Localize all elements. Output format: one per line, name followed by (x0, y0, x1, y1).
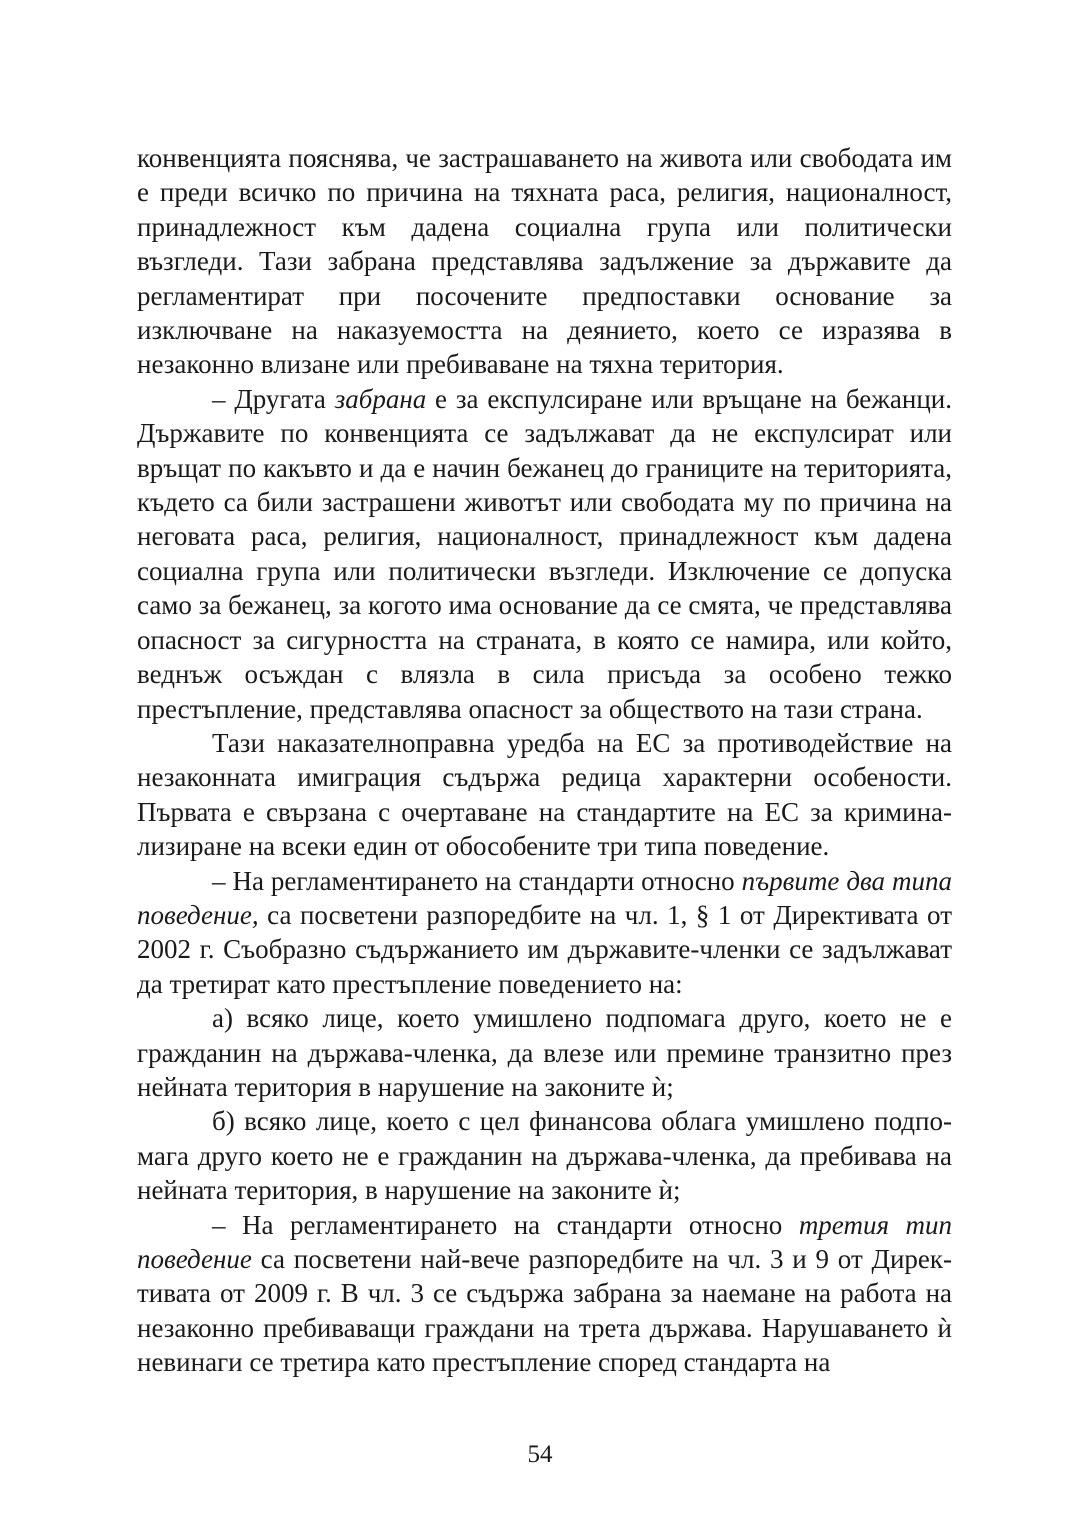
emphasized-text: забрана (334, 383, 427, 414)
page-number: 54 (527, 1441, 553, 1468)
emphasized-text: третия тип поведение (137, 1209, 952, 1274)
paragraph-text: са посветени най-вече разпоредбите на чл. 3 и 9 от Директивата от 2009 г. В чл. 3 се съдържа забрана за наемане на работа на незаконно пребиваващи граждани на трета държава. Нарушаването ѝ невинаги се третира като престъпление според стандарта на (137, 1244, 952, 1378)
body-paragraph (137, 864, 952, 1002)
emphasized-text: първите два типа поведение, (137, 865, 952, 930)
page-body (137, 141, 952, 1380)
paragraph-text: б) всяко лице, което с цел финансова облага умишлено подпомага друго което не е гражданин на държава-членка, да пребивава на нейната територия, в нарушение на законите ѝ; (137, 1106, 952, 1206)
paragraph-text: са посветени разпоредбите на чл. 1, § 1 от Директивата от 2002 г. Съобразно съдържанието им държавите-членки се задължават да третират като престъпление поведението на: (137, 899, 952, 999)
paragraph-list (137, 141, 952, 1380)
body-paragraph (137, 726, 952, 864)
body-paragraph (137, 382, 952, 726)
body-paragraph (137, 1208, 952, 1380)
paragraph-text: а) всяко лице, което умишлено подпомага друго, което не е гражданин на държава-членка, да влезе или премине транзитно през нейната територия в нарушение на законите ѝ; (137, 1003, 952, 1102)
body-paragraph (137, 1001, 952, 1104)
paragraph-text: – На регламентирането на стандарти относно (212, 1209, 799, 1240)
paragraph-text: Тази наказателноправна уредба на ЕС за противодействие на незаконната имиграция съдържа редица характерни особености. Първата е свързана с очертаване на стандартите на ЕС за криминализиране на всеки един от обособените три типа поведение. (137, 727, 952, 862)
paragraph-text: – Другата (212, 383, 335, 414)
body-paragraph (137, 141, 952, 382)
paragraph-text: конвенцията пояснява, че застрашаването на живота или свободата им е преди всичко по причина на тяхната раса, религия, националност, принадлежност към дадена социална група или политически възгледи. Тази забрана представлява задължение за държавите да регламентират при посочените предпоставки основание за изключване на наказуемостта на деянието, което се изразява в незаконно влизане или пребиваване на тяхна територия. (137, 143, 952, 380)
paragraph-text: е за експулсиране или връщане на бежанци. Държавите по конвенцията се задължават да не експулсират или връщат по какъвто и да е начин бежанец до границите на територията, където са били застрашени животът или свободата му по причина на неговата раса, религия, националност, принадлежност към дадена социална група или политически възгледи. Изключение се допуска само за бежанец, за когото има основание да се смята, че представлява опасност за сигурността на страната, в която се намира, или който, веднъж осъждан с влязла в сила присъда за особено тежко престъпление, представлява опасност за обществото на тази страна. (137, 383, 952, 724)
paragraph-text: – На регламентирането на стандарти относно (212, 865, 742, 896)
body-paragraph (137, 1104, 952, 1207)
